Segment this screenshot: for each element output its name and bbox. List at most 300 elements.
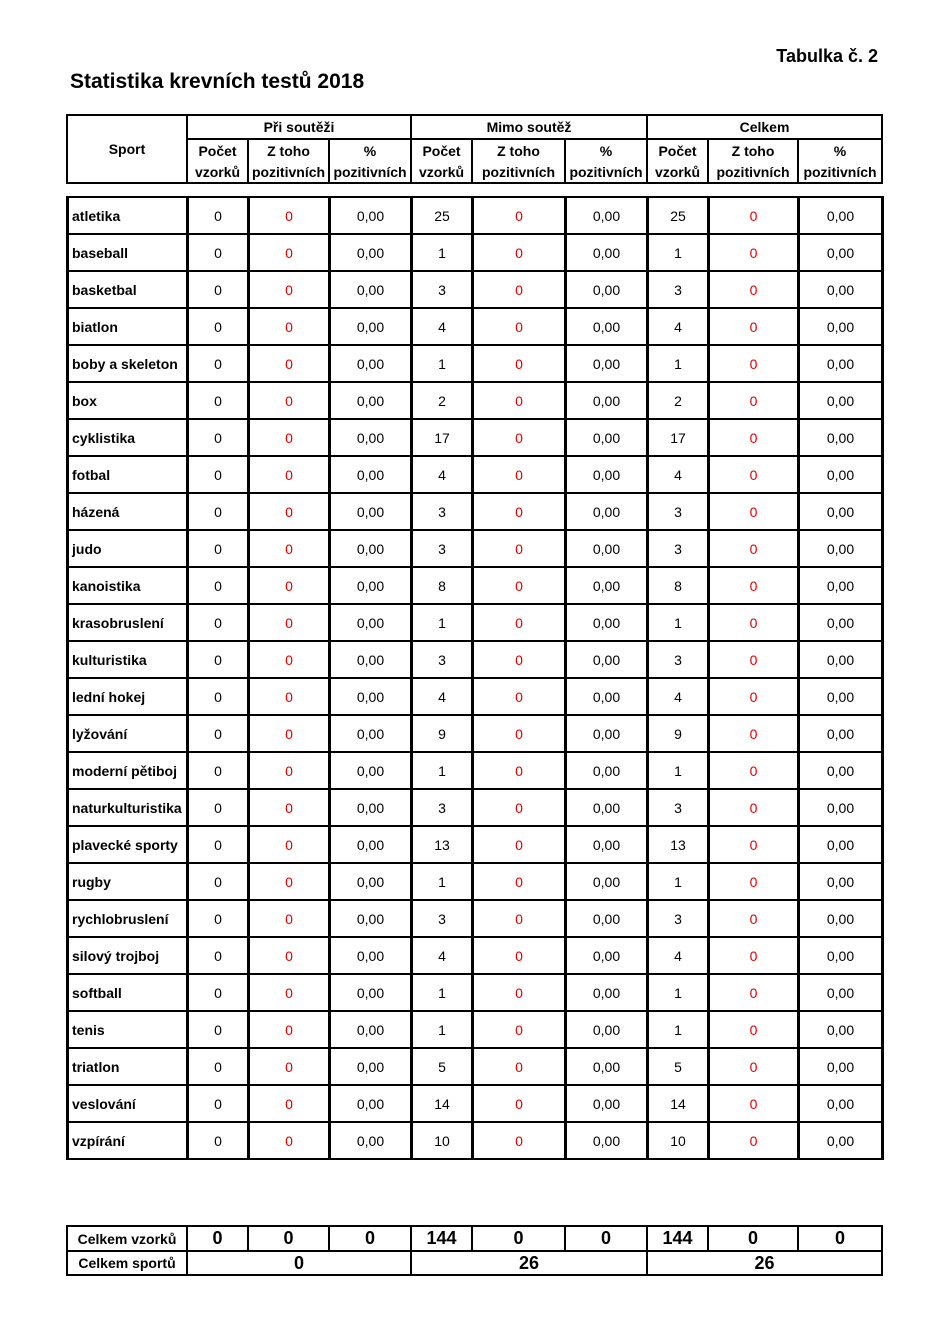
out-positive-cell: 0 [473, 863, 566, 900]
competition-count-cell: 0 [188, 974, 249, 1011]
table-row [68, 530, 883, 567]
table-row [68, 604, 883, 641]
competition-percent-cell: 0,00 [330, 937, 412, 974]
table-row [68, 382, 883, 419]
total-cell: 0 [187, 1226, 248, 1251]
subheader-percent: % [798, 139, 882, 161]
subheader-percent-line2: pozitivních [565, 161, 647, 183]
subheader-percent-line2: pozitivních [329, 161, 411, 183]
total-percent-cell: 0,00 [799, 678, 883, 715]
out-percent-cell: 0,00 [566, 937, 648, 974]
competition-percent-cell: 0,00 [330, 974, 412, 1011]
out-count-cell: 1 [412, 863, 473, 900]
competition-positive-cell: 0 [249, 1085, 330, 1122]
competition-count-cell: 0 [188, 752, 249, 789]
out-count-cell: 3 [412, 493, 473, 530]
competition-percent-cell: 0,00 [330, 789, 412, 826]
subheader-percent-line2: pozitivních [798, 161, 882, 183]
out-percent-cell: 0,00 [566, 234, 648, 271]
total-percent-cell: 0,00 [799, 308, 883, 345]
sport-name: triatlon [68, 1048, 188, 1085]
table-row [68, 234, 883, 271]
competition-percent-cell: 0,00 [330, 826, 412, 863]
group-header-total: Celkem [647, 115, 882, 139]
out-count-cell: 1 [412, 234, 473, 271]
sport-name: kulturistika [68, 641, 188, 678]
table-row [68, 826, 883, 863]
competition-count-cell: 0 [188, 1048, 249, 1085]
total-positive-cell: 0 [709, 974, 799, 1011]
total-count-cell: 8 [648, 567, 709, 604]
subheader-positive-line2: pozitivních [472, 161, 565, 183]
out-count-cell: 4 [412, 678, 473, 715]
out-positive-cell: 0 [473, 456, 566, 493]
competition-count-cell: 0 [188, 308, 249, 345]
competition-positive-cell: 0 [249, 678, 330, 715]
sport-name: boby a skeleton [68, 345, 188, 382]
total-positive-cell: 0 [709, 937, 799, 974]
out-percent-cell: 0,00 [566, 419, 648, 456]
out-positive-cell: 0 [473, 1085, 566, 1122]
total-count-cell: 9 [648, 715, 709, 752]
sport-name: basketbal [68, 271, 188, 308]
total-cell: 0 [798, 1226, 882, 1251]
out-positive-cell: 0 [473, 604, 566, 641]
table-header [66, 114, 883, 184]
sport-name: házená [68, 493, 188, 530]
total-positive-cell: 0 [709, 345, 799, 382]
sport-name: fotbal [68, 456, 188, 493]
total-positive-cell: 0 [709, 678, 799, 715]
subheader-positive-line2: pozitivních [248, 161, 329, 183]
competition-positive-cell: 0 [249, 456, 330, 493]
out-positive-cell: 0 [473, 900, 566, 937]
total-count-cell: 4 [648, 308, 709, 345]
total-count-cell: 3 [648, 641, 709, 678]
total-positive-cell: 0 [709, 715, 799, 752]
total-count-cell: 3 [648, 271, 709, 308]
competition-positive-cell: 0 [249, 271, 330, 308]
table-row [68, 715, 883, 752]
out-count-cell: 4 [412, 937, 473, 974]
competition-percent-cell: 0,00 [330, 752, 412, 789]
competition-positive-cell: 0 [249, 752, 330, 789]
out-percent-cell: 0,00 [566, 493, 648, 530]
total-count-cell: 1 [648, 863, 709, 900]
subheader-count: Počet [647, 139, 708, 161]
total-positive-cell: 0 [709, 419, 799, 456]
total-percent-cell: 0,00 [799, 493, 883, 530]
total-percent-cell: 0,00 [799, 715, 883, 752]
table-row [68, 678, 883, 715]
out-count-cell: 1 [412, 1011, 473, 1048]
out-positive-cell: 0 [473, 308, 566, 345]
total-count-cell: 2 [648, 382, 709, 419]
out-percent-cell: 0,00 [566, 604, 648, 641]
total-sports-out-of-competition: 26 [411, 1251, 647, 1275]
competition-percent-cell: 0,00 [330, 678, 412, 715]
out-count-cell: 1 [412, 752, 473, 789]
total-positive-cell: 0 [709, 456, 799, 493]
out-percent-cell: 0,00 [566, 715, 648, 752]
out-count-cell: 9 [412, 715, 473, 752]
total-percent-cell: 0,00 [799, 900, 883, 937]
out-positive-cell: 0 [473, 530, 566, 567]
total-count-cell: 4 [648, 678, 709, 715]
total-percent-cell: 0,00 [799, 789, 883, 826]
out-percent-cell: 0,00 [566, 863, 648, 900]
competition-count-cell: 0 [188, 271, 249, 308]
competition-count-cell: 0 [188, 1011, 249, 1048]
table-row [68, 345, 883, 382]
competition-percent-cell: 0,00 [330, 234, 412, 271]
competition-positive-cell: 0 [249, 197, 330, 234]
sport-name: judo [68, 530, 188, 567]
competition-count-cell: 0 [188, 419, 249, 456]
out-percent-cell: 0,00 [566, 789, 648, 826]
sport-name: cyklistika [68, 419, 188, 456]
out-count-cell: 3 [412, 641, 473, 678]
competition-percent-cell: 0,00 [330, 715, 412, 752]
competition-percent-cell: 0,00 [330, 1122, 412, 1159]
out-positive-cell: 0 [473, 382, 566, 419]
total-percent-cell: 0,00 [799, 567, 883, 604]
out-percent-cell: 0,00 [566, 678, 648, 715]
total-cell: 0 [248, 1226, 329, 1251]
data-table [66, 196, 884, 1160]
competition-count-cell: 0 [188, 604, 249, 641]
total-positive-cell: 0 [709, 641, 799, 678]
out-positive-cell: 0 [473, 1011, 566, 1048]
total-sports-competition: 0 [187, 1251, 411, 1275]
competition-count-cell: 0 [188, 863, 249, 900]
out-positive-cell: 0 [473, 1122, 566, 1159]
subheader-positive: Z toho [248, 139, 329, 161]
total-positive-cell: 0 [709, 567, 799, 604]
competition-positive-cell: 0 [249, 308, 330, 345]
competition-positive-cell: 0 [249, 974, 330, 1011]
out-positive-cell: 0 [473, 419, 566, 456]
subheader-count-line2: vzorků [647, 161, 708, 183]
table-row [68, 1011, 883, 1048]
competition-count-cell: 0 [188, 567, 249, 604]
total-count-cell: 5 [648, 1048, 709, 1085]
competition-count-cell: 0 [188, 234, 249, 271]
competition-positive-cell: 0 [249, 863, 330, 900]
total-count-cell: 1 [648, 752, 709, 789]
out-percent-cell: 0,00 [566, 752, 648, 789]
subheader-count: Počet [411, 139, 472, 161]
competition-count-cell: 0 [188, 789, 249, 826]
total-cell: 0 [708, 1226, 798, 1251]
table-row [68, 900, 883, 937]
total-positive-cell: 0 [709, 530, 799, 567]
competition-percent-cell: 0,00 [330, 604, 412, 641]
total-percent-cell: 0,00 [799, 974, 883, 1011]
subheader-percent: % [329, 139, 411, 161]
total-positive-cell: 0 [709, 234, 799, 271]
competition-count-cell: 0 [188, 641, 249, 678]
sport-name: tenis [68, 1011, 188, 1048]
table-row [68, 863, 883, 900]
competition-count-cell: 0 [188, 197, 249, 234]
sport-name: rychlobruslení [68, 900, 188, 937]
total-positive-cell: 0 [709, 1048, 799, 1085]
out-percent-cell: 0,00 [566, 1122, 648, 1159]
out-count-cell: 3 [412, 900, 473, 937]
total-samples-row [67, 1226, 882, 1251]
out-percent-cell: 0,00 [566, 382, 648, 419]
total-percent-cell: 0,00 [799, 197, 883, 234]
page-title: Statistika krevních testů 2018 [70, 70, 365, 93]
subheader-positive: Z toho [708, 139, 798, 161]
out-positive-cell: 0 [473, 752, 566, 789]
total-count-cell: 14 [648, 1085, 709, 1122]
total-percent-cell: 0,00 [799, 937, 883, 974]
column-header-sport: Sport [67, 115, 187, 183]
total-count-cell: 1 [648, 1011, 709, 1048]
competition-percent-cell: 0,00 [330, 308, 412, 345]
out-positive-cell: 0 [473, 641, 566, 678]
out-count-cell: 3 [412, 271, 473, 308]
out-percent-cell: 0,00 [566, 271, 648, 308]
total-positive-cell: 0 [709, 900, 799, 937]
subheader-count-line2: vzorků [411, 161, 472, 183]
competition-positive-cell: 0 [249, 345, 330, 382]
total-positive-cell: 0 [709, 604, 799, 641]
competition-percent-cell: 0,00 [330, 419, 412, 456]
totals-table [66, 1225, 883, 1276]
out-count-cell: 4 [412, 456, 473, 493]
out-count-cell: 5 [412, 1048, 473, 1085]
group-header-competition: Při soutěži [187, 115, 411, 139]
total-count-cell: 1 [648, 234, 709, 271]
total-count-cell: 1 [648, 604, 709, 641]
out-count-cell: 1 [412, 604, 473, 641]
competition-percent-cell: 0,00 [330, 456, 412, 493]
competition-count-cell: 0 [188, 530, 249, 567]
out-positive-cell: 0 [473, 567, 566, 604]
total-sports-label: Celkem sportů [67, 1251, 187, 1275]
table-row [68, 641, 883, 678]
competition-count-cell: 0 [188, 1122, 249, 1159]
total-cell: 0 [329, 1226, 411, 1251]
competition-positive-cell: 0 [249, 789, 330, 826]
total-percent-cell: 0,00 [799, 419, 883, 456]
total-percent-cell: 0,00 [799, 1048, 883, 1085]
competition-percent-cell: 0,00 [330, 641, 412, 678]
total-cell: 0 [565, 1226, 647, 1251]
competition-percent-cell: 0,00 [330, 271, 412, 308]
competition-positive-cell: 0 [249, 826, 330, 863]
out-percent-cell: 0,00 [566, 308, 648, 345]
total-positive-cell: 0 [709, 863, 799, 900]
total-count-cell: 3 [648, 789, 709, 826]
out-positive-cell: 0 [473, 234, 566, 271]
table-row [68, 456, 883, 493]
total-count-cell: 1 [648, 974, 709, 1011]
out-percent-cell: 0,00 [566, 530, 648, 567]
total-positive-cell: 0 [709, 1085, 799, 1122]
total-positive-cell: 0 [709, 271, 799, 308]
total-count-cell: 3 [648, 493, 709, 530]
sport-name: kanoistika [68, 567, 188, 604]
table-row [68, 419, 883, 456]
sport-name: lyžování [68, 715, 188, 752]
total-percent-cell: 0,00 [799, 863, 883, 900]
total-percent-cell: 0,00 [799, 530, 883, 567]
competition-percent-cell: 0,00 [330, 345, 412, 382]
competition-positive-cell: 0 [249, 715, 330, 752]
total-percent-cell: 0,00 [799, 1085, 883, 1122]
total-positive-cell: 0 [709, 789, 799, 826]
total-count-cell: 25 [648, 197, 709, 234]
out-percent-cell: 0,00 [566, 456, 648, 493]
total-percent-cell: 0,00 [799, 826, 883, 863]
out-positive-cell: 0 [473, 789, 566, 826]
table-row [68, 1048, 883, 1085]
total-percent-cell: 0,00 [799, 234, 883, 271]
sport-name: softball [68, 974, 188, 1011]
out-percent-cell: 0,00 [566, 1048, 648, 1085]
sport-name: krasobruslení [68, 604, 188, 641]
subheader-positive-line2: pozitivních [708, 161, 798, 183]
out-percent-cell: 0,00 [566, 900, 648, 937]
table-row [68, 974, 883, 1011]
out-count-cell: 10 [412, 1122, 473, 1159]
competition-positive-cell: 0 [249, 567, 330, 604]
out-percent-cell: 0,00 [566, 1011, 648, 1048]
table-row [68, 1122, 883, 1159]
out-percent-cell: 0,00 [566, 826, 648, 863]
competition-percent-cell: 0,00 [330, 567, 412, 604]
table-row [68, 308, 883, 345]
table-row [68, 197, 883, 234]
out-percent-cell: 0,00 [566, 567, 648, 604]
total-percent-cell: 0,00 [799, 271, 883, 308]
competition-positive-cell: 0 [249, 419, 330, 456]
out-count-cell: 25 [412, 197, 473, 234]
competition-count-cell: 0 [188, 900, 249, 937]
table-row [68, 271, 883, 308]
subheader-positive: Z toho [472, 139, 565, 161]
competition-percent-cell: 0,00 [330, 900, 412, 937]
total-count-cell: 3 [648, 900, 709, 937]
competition-positive-cell: 0 [249, 493, 330, 530]
out-count-cell: 14 [412, 1085, 473, 1122]
out-count-cell: 2 [412, 382, 473, 419]
table-row [68, 789, 883, 826]
out-percent-cell: 0,00 [566, 345, 648, 382]
sport-name: box [68, 382, 188, 419]
out-count-cell: 17 [412, 419, 473, 456]
table-row [68, 937, 883, 974]
sport-name: vzpírání [68, 1122, 188, 1159]
out-positive-cell: 0 [473, 271, 566, 308]
table-row [68, 752, 883, 789]
table-row [68, 567, 883, 604]
sport-name: biatlon [68, 308, 188, 345]
sport-name: atletika [68, 197, 188, 234]
total-positive-cell: 0 [709, 382, 799, 419]
competition-count-cell: 0 [188, 493, 249, 530]
out-count-cell: 1 [412, 974, 473, 1011]
out-percent-cell: 0,00 [566, 641, 648, 678]
competition-count-cell: 0 [188, 678, 249, 715]
total-positive-cell: 0 [709, 1122, 799, 1159]
competition-percent-cell: 0,00 [330, 1048, 412, 1085]
out-count-cell: 1 [412, 345, 473, 382]
total-cell: 144 [411, 1226, 472, 1251]
total-count-cell: 3 [648, 530, 709, 567]
out-positive-cell: 0 [473, 197, 566, 234]
competition-percent-cell: 0,00 [330, 530, 412, 567]
competition-count-cell: 0 [188, 1085, 249, 1122]
total-count-cell: 1 [648, 345, 709, 382]
out-positive-cell: 0 [473, 493, 566, 530]
competition-count-cell: 0 [188, 456, 249, 493]
sport-name: baseball [68, 234, 188, 271]
total-positive-cell: 0 [709, 1011, 799, 1048]
total-count-cell: 10 [648, 1122, 709, 1159]
total-count-cell: 13 [648, 826, 709, 863]
subheader-count-line2: vzorků [187, 161, 248, 183]
out-percent-cell: 0,00 [566, 974, 648, 1011]
total-percent-cell: 0,00 [799, 604, 883, 641]
out-positive-cell: 0 [473, 715, 566, 752]
total-positive-cell: 0 [709, 308, 799, 345]
out-count-cell: 3 [412, 789, 473, 826]
table-number-label: Tabulka č. 2 [776, 46, 878, 66]
out-positive-cell: 0 [473, 937, 566, 974]
out-positive-cell: 0 [473, 678, 566, 715]
total-percent-cell: 0,00 [799, 1122, 883, 1159]
competition-percent-cell: 0,00 [330, 493, 412, 530]
sport-name: veslování [68, 1085, 188, 1122]
table-row [68, 1085, 883, 1122]
total-percent-cell: 0,00 [799, 345, 883, 382]
competition-count-cell: 0 [188, 826, 249, 863]
sport-name: plavecké sporty [68, 826, 188, 863]
competition-positive-cell: 0 [249, 234, 330, 271]
total-positive-cell: 0 [709, 826, 799, 863]
competition-count-cell: 0 [188, 345, 249, 382]
competition-positive-cell: 0 [249, 1048, 330, 1085]
out-percent-cell: 0,00 [566, 197, 648, 234]
out-positive-cell: 0 [473, 826, 566, 863]
total-positive-cell: 0 [709, 752, 799, 789]
subheader-count: Počet [187, 139, 248, 161]
competition-positive-cell: 0 [249, 382, 330, 419]
competition-positive-cell: 0 [249, 1011, 330, 1048]
total-percent-cell: 0,00 [799, 641, 883, 678]
competition-positive-cell: 0 [249, 530, 330, 567]
total-sports-total: 26 [647, 1251, 882, 1275]
sport-name: naturkulturistika [68, 789, 188, 826]
total-count-cell: 17 [648, 419, 709, 456]
total-count-cell: 4 [648, 937, 709, 974]
competition-count-cell: 0 [188, 937, 249, 974]
sport-name: moderní pětiboj [68, 752, 188, 789]
out-positive-cell: 0 [473, 1048, 566, 1085]
out-percent-cell: 0,00 [566, 1085, 648, 1122]
group-header-out-of-competition: Mimo soutěž [411, 115, 647, 139]
competition-positive-cell: 0 [249, 641, 330, 678]
out-count-cell: 4 [412, 308, 473, 345]
total-percent-cell: 0,00 [799, 1011, 883, 1048]
total-count-cell: 4 [648, 456, 709, 493]
table-row [68, 493, 883, 530]
